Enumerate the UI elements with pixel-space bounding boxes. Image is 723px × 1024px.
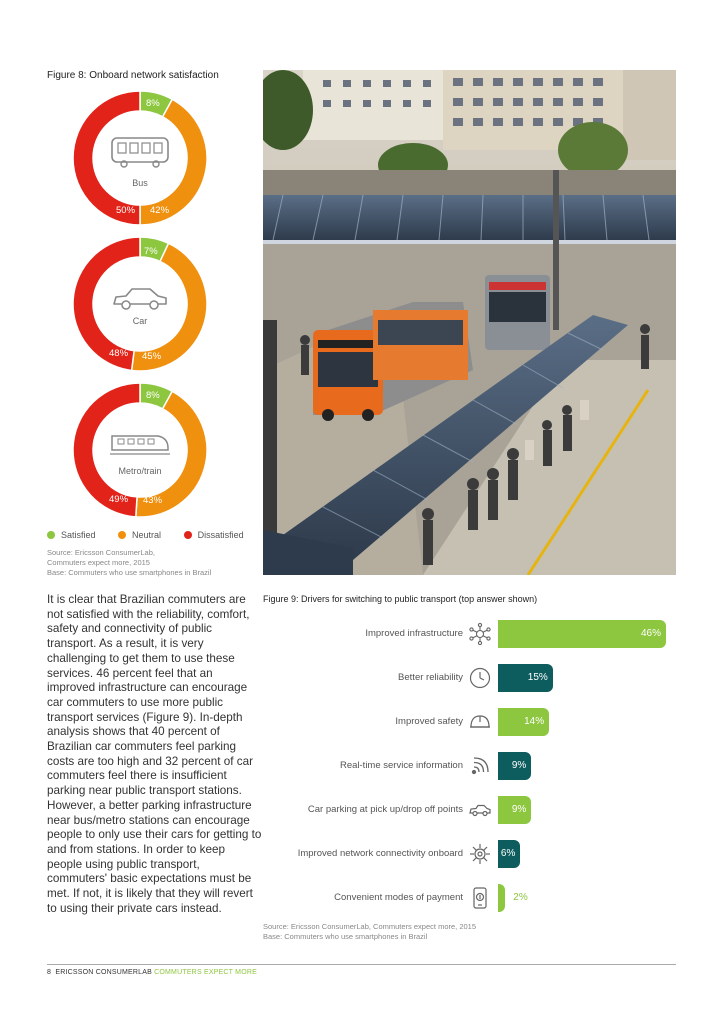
satisfied-pct: 8%	[146, 98, 160, 109]
bar-row-improved-safety	[263, 708, 683, 738]
train-icon	[110, 428, 170, 458]
donut-label: Metro/train	[118, 466, 162, 476]
bar-value: 9%	[511, 760, 527, 771]
bar-row-improved-infrastructure	[263, 620, 683, 650]
bar-label: Improved safety	[395, 716, 463, 727]
legend-label: Neutral	[132, 530, 162, 540]
donut-label: Bus	[132, 178, 148, 188]
bar-label: Real-time service information	[339, 760, 463, 771]
bar-value: 15%	[527, 672, 548, 683]
neutral-pct: 45%	[142, 351, 162, 362]
figure-9-title: Figure 9: Drivers for switching to public transport (top answer shown)	[263, 594, 538, 604]
dissatisfied-pct: 49%	[109, 494, 129, 505]
gear-network-icon	[468, 842, 492, 866]
neutral-pct: 42%	[150, 205, 170, 216]
legend-label: Dissatisfied	[197, 530, 244, 540]
figure-8-legend	[47, 530, 244, 540]
dissatisfied-pct: 50%	[116, 205, 136, 216]
bar-label: Better reliability	[398, 672, 463, 683]
legend-neutral	[118, 530, 161, 540]
neutral-pct: 43%	[143, 495, 163, 506]
legend-satisfied	[47, 530, 96, 540]
bar-row-network-connectivity	[263, 840, 683, 870]
bar-row-better-reliability	[263, 664, 683, 694]
source-line: Source: Ericsson ConsumerLab,	[47, 548, 155, 557]
source-line: Base: Commuters who use smartphones in Brazil	[47, 568, 212, 577]
bar-row-payment	[263, 884, 683, 914]
source-line: Base: Commuters who use smartphones in Brazil	[263, 932, 428, 941]
bar	[498, 884, 505, 912]
dissatisfied-pct: 48%	[109, 348, 129, 359]
bar-value: 9%	[511, 804, 527, 815]
bar-label: Improved infrastructure	[365, 628, 463, 639]
bus-station-illustration	[263, 70, 676, 575]
donut-chart-car	[70, 234, 210, 374]
page-number: 8	[47, 969, 52, 976]
car-icon	[468, 798, 492, 822]
phone-payment-icon	[468, 886, 492, 910]
bus-icon	[110, 136, 170, 170]
clock-icon	[468, 666, 492, 690]
footer-title: COMMUTERS EXPECT MORE	[154, 969, 257, 976]
donut-chart-bus	[70, 88, 210, 228]
footer-divider	[47, 964, 676, 965]
donut-label: Car	[132, 316, 148, 326]
figure-9-source	[263, 922, 476, 942]
page-footer	[47, 969, 257, 976]
source-line: Commuters expect more, 2015	[47, 558, 150, 567]
signal-icon	[468, 754, 492, 778]
bar-value: 6%	[500, 848, 516, 859]
donut-chart-metro	[70, 380, 210, 520]
bar-label: Convenient modes of payment	[334, 892, 463, 903]
satisfied-pct: 7%	[144, 246, 158, 257]
bus-station-photo	[263, 70, 676, 575]
bar-row-real-time-info	[263, 752, 683, 782]
footer-brand: ERICSSON CONSUMERLAB	[55, 969, 152, 976]
figure-8-title: Figure 8: Onboard network satisfaction	[47, 70, 219, 81]
body-paragraph: It is clear that Brazilian commuters are not satisfied with the reliability, comfort, safety and connectivity of public transport. As a result, it is very challenging to get them to use these services. 46 percent feel that an improved infrastructure can encourage car commuters to use more public transport services (Figure 9). In-depth analysis shows that 40 percent of Brazilian car commuters feel parking costs are too high and 32 percent of car commuters feel there is insufficient parking near public transport stations. However, a better parking infrastructure near bus/metro stations can encourage people to only use their cars for getting to and from stations. In order to keep people using public transport, commuters' basic expectations must be met. If not, it is likely that they will revert to using their private cars instead.	[47, 593, 262, 915]
bar-row-car-parking	[263, 796, 683, 826]
bar-label: Car parking at pick up/drop off points	[307, 804, 463, 815]
source-line: Source: Ericsson ConsumerLab, Commuters expect more, 2015	[263, 922, 477, 931]
neutral-dot-icon	[118, 531, 126, 539]
helmet-icon	[468, 710, 492, 734]
network-icon	[468, 622, 492, 646]
dissatisfied-dot-icon	[184, 531, 192, 539]
satisfied-pct: 8%	[146, 390, 160, 401]
satisfied-dot-icon	[47, 531, 55, 539]
legend-label: Satisfied	[61, 530, 96, 540]
legend-dissatisfied	[184, 530, 244, 540]
bar-value: 2%	[513, 892, 528, 903]
car-icon	[110, 284, 170, 314]
bar-value: 46%	[641, 628, 662, 639]
figure-8-source	[47, 548, 247, 578]
bar-value: 14%	[524, 716, 545, 727]
bar-label: Improved network connectivity onboard	[297, 848, 463, 859]
